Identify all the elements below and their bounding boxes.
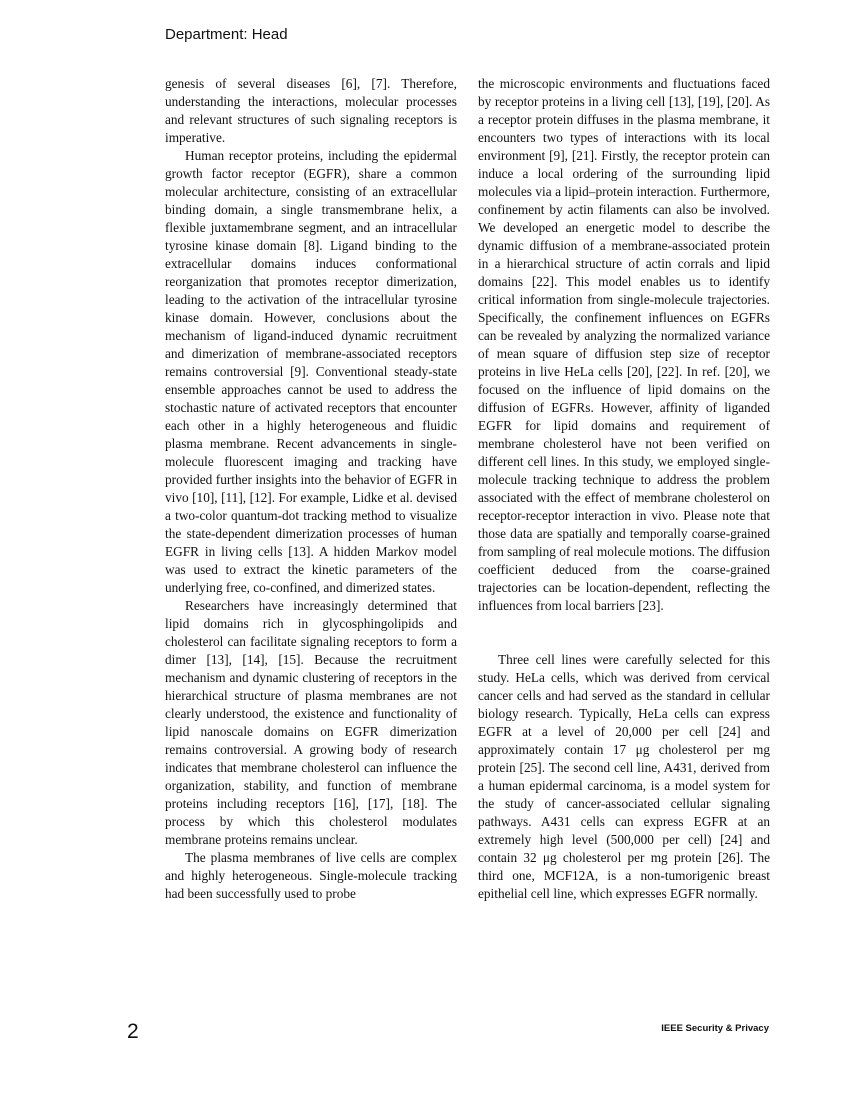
paragraph: genesis of several diseases [6], [7]. Therefore, understanding the interactions, molecular processes and relevant structures of such signaling receptors is imperative. [165,76,457,145]
paragraph: The plasma membranes of live cells are complex and highly heterogeneous. Single-molecule tracking had been successfully used to probe [165,850,457,901]
page-number: 2 [127,1020,139,1043]
paragraph: Researchers have increasingly determined that lipid domains rich in glycosphingolipids and cholesterol can facilitate signaling receptors to form a dimer [13], [14], [15]. Because the recruitment mechanism and dynamic clustering of receptors in the hierarchical structure of plasma membranes are not clearly understood, the existence and functionality of lipid nanoscale domains on EGFR dimerization remains controversial. A growing body of research indicates that membrane cholesterol can influence the organization, stability, and function of membrane proteins including receptors [16], [17], [18]. The process by which this cholesterol modulates membrane proteins remains unclear. [165,598,457,847]
running-header: Department: Head [165,26,288,43]
left-column [165,75,457,903]
section-gap [478,615,770,651]
paragraph: Human receptor proteins, including the epidermal growth factor receptor (EGFR), share a common molecular architecture, consisting of an extracellular binding domain, a single transmembrane helix, a flexible juxtamembrane segment, and an intracellular tyrosine kinase domain [8]. Ligand binding to the extracellular domains induces conformational reorganization that promotes receptor dimerization, leading to the activation of the intracellular tyrosine kinase domain. However, conclusions about the mechanism of ligand-induced dynamic recruitment and dimerization of membrane-associated receptors remains controversial [9]. Conventional steady-state ensemble approaches cannot be used to address the stochastic nature of activated receptors that encounter each other in a highly heterogeneous and fluidic plasma membrane. Recent advancements in single-molecule fluorescent imaging and tracking have provided further insights into the behavior of EGFR in vivo [10], [11], [12]. For example, Lidke et al. devised a two-color quantum-dot tracking method to visualize the state-dependent dimerization processes of human EGFR in living cells [13]. A hidden Markov model was used to extract the kinetic parameters of the underlying free, co-confined, and dimerized states. [165,148,457,595]
right-column [478,75,770,903]
paragraph: the microscopic environments and fluctuations faced by receptor proteins in a living cell [13], [19], [20]. As a receptor protein diffuses in the plasma membrane, it encounters two types of interactions with its local environment [9], [21]. Firstly, the receptor protein can induce a local ordering of the surrounding lipid molecules via a lipid–protein interaction. Furthermore, confinement by actin filaments can also be involved. We developed an energetic model to describe the dynamic diffusion of a membrane-associated protein in a hierarchical structure of actin corrals and lipid domains [22]. This model enables us to identify critical information from single-molecule trajectories. Specifically, the confinement influences on EGFRs can be revealed by analyzing the normalized variance of mean square of diffusion step size of receptor proteins in live HeLa cells [20], [22]. In ref. [20], we focused on the influence of lipid domains on the diffusion of EGFRs. However, affinity of liganded EGFR for lipid domains and requirement of membrane cholesterol have not been verified on different cell lines. In this study, we employed single-molecule tracking technique to address the problem associated with the effect of membrane cholesterol on receptor-receptor interaction in vivo. Please note that those data are spatially and temporally coarse-grained from sampling of real molecule motions. The diffusion coefficient deduced from the coarse-grained trajectories can be location-dependent, reflecting the influences from local barriers [23]. [478,76,770,613]
publication-name: IEEE Security & Privacy [661,1023,769,1034]
paragraph: Three cell lines were carefully selected for this study. HeLa cells, which was derived from cervical cancer cells and had served as the standard in cellular biology research. Typically, HeLa cells can express EGFR at a level of 20,000 per cell [24] and approximately contain 17 μg cholesterol per mg protein [25]. The second cell line, A431, derived from a human epidermal carcinoma, is a model system for the study of cancer-associated cellular signaling pathways. A431 cells can express EGFR at an extremely high level (500,000 per cell) [24] and contain 32 μg cholesterol per mg protein [26]. The third one, MCF12A, is a non-tumorigenic breast epithelial cell line, which expresses EGFR normally. [478,652,770,901]
